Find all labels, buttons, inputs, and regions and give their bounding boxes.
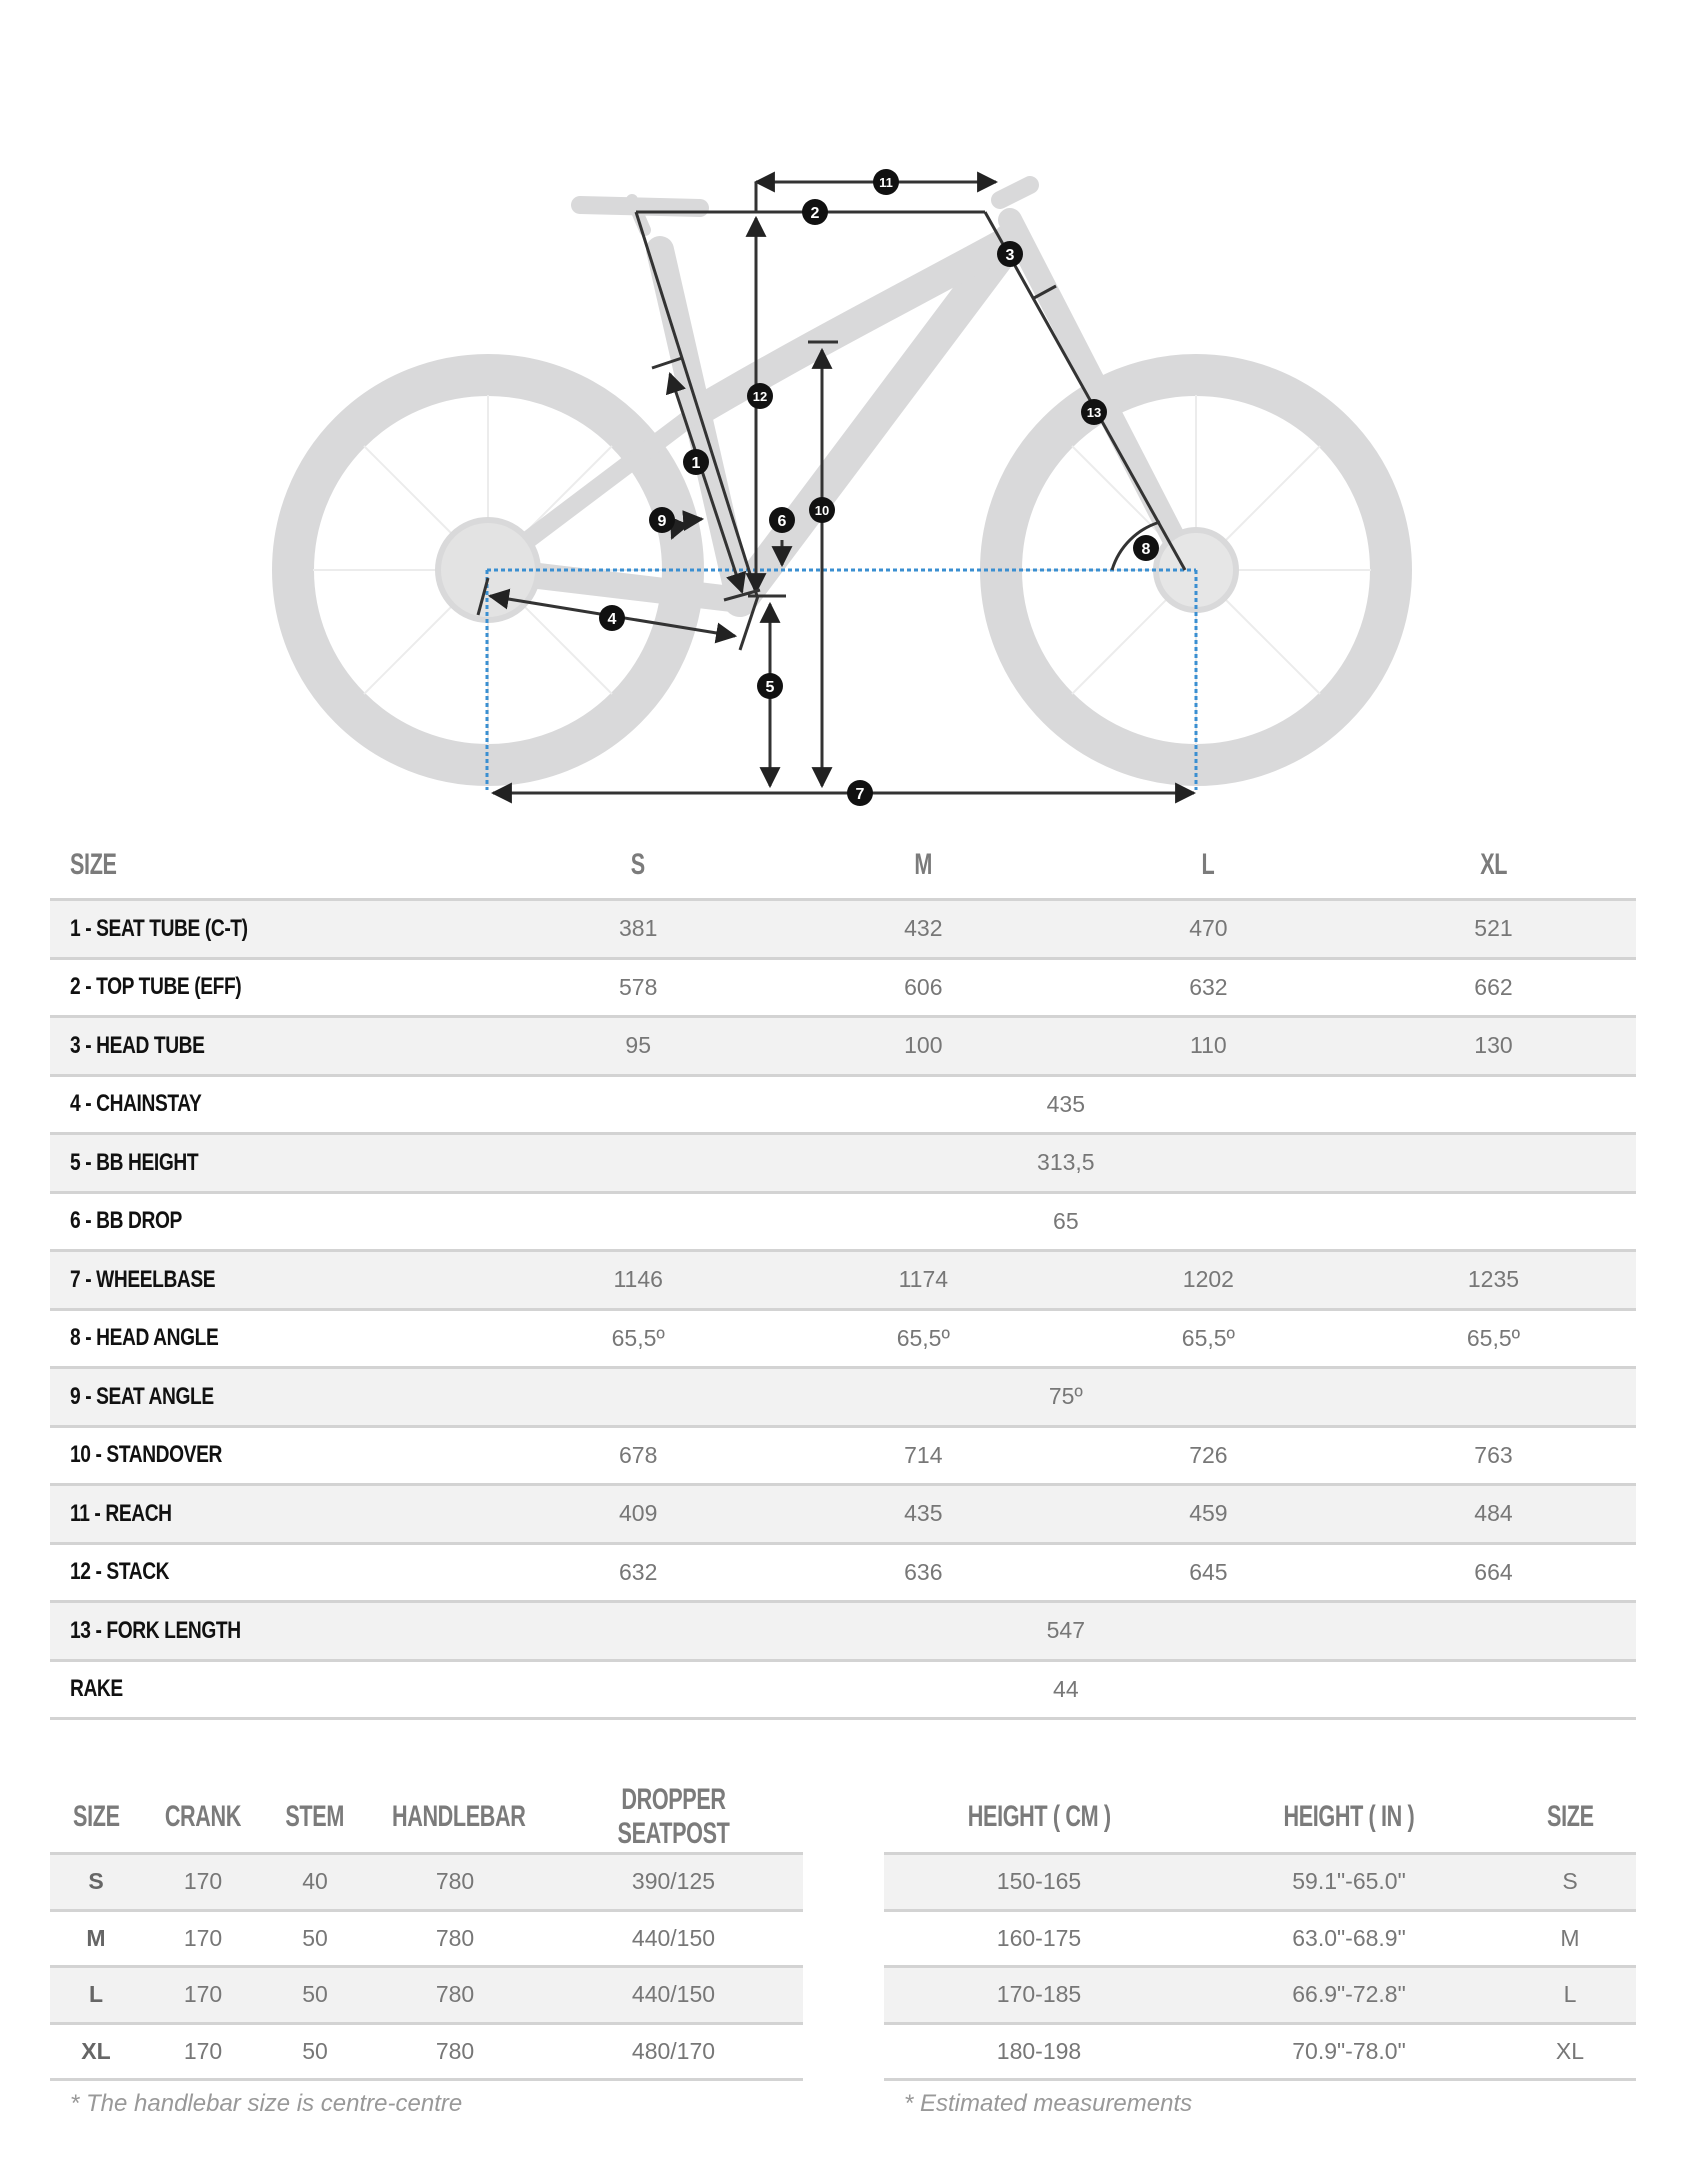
components-cell: 390/125: [631, 1868, 716, 1895]
geometry-row: [50, 1486, 1636, 1545]
components-cell: 40: [302, 1868, 328, 1895]
geometry-cell: 110: [1190, 1032, 1227, 1059]
components-note: * The handlebar size is centre-centre: [70, 2090, 463, 2117]
geometry-cell: 409: [619, 1500, 658, 1527]
geometry-cell: 578: [619, 973, 658, 1000]
geometry-cell-all-sizes: 75º: [1048, 1383, 1083, 1410]
geometry-row-label: 6 - BB DROP: [70, 1207, 182, 1235]
geometry-row: [50, 1194, 1636, 1253]
components-cell: 50: [302, 1924, 328, 1951]
geometry-row: [50, 1135, 1636, 1194]
geometry-row: [50, 1603, 1636, 1662]
geometry-row: [50, 901, 1636, 960]
geometry-table-header: [50, 832, 1636, 901]
geometry-row-label: 1 - SEAT TUBE (C-T): [70, 914, 248, 942]
components-cell: 440/150: [631, 1981, 716, 2008]
geometry-cell: 714: [904, 1441, 943, 1468]
rider-height-cell: 180-198: [996, 2037, 1082, 2064]
geometry-cell: 432: [904, 915, 943, 942]
header-size-l: L: [1201, 848, 1215, 881]
geometry-table: [50, 832, 1636, 1720]
geometry-cell: 65,5º: [611, 1324, 665, 1351]
geometry-row: [50, 960, 1636, 1019]
rider-height-table-header: [884, 1782, 1636, 1855]
header-size-xl: XL: [1480, 848, 1507, 881]
geometry-cell: 1235: [1467, 1266, 1520, 1293]
geometry-row: [50, 1311, 1636, 1370]
header-handlebar: HANDLEBAR: [391, 1800, 526, 1833]
geometry-cell: 521: [1474, 915, 1513, 942]
geometry-cell: 381: [619, 915, 658, 942]
geometry-cell-all-sizes: 44: [1053, 1675, 1079, 1702]
geometry-cell-all-sizes: 313,5: [1037, 1149, 1095, 1176]
header-crank: CRANK: [164, 1800, 242, 1833]
marker-4-label: 4: [607, 611, 617, 628]
components-row: [50, 1855, 803, 1912]
bike-geometry-diagram: [0, 0, 1688, 820]
marker-2: [802, 199, 828, 225]
geometry-cell: 435: [904, 1500, 943, 1527]
rider-height-cell: 150-165: [996, 1868, 1082, 1895]
geometry-cell: 1174: [898, 1266, 949, 1293]
marker-6: [769, 507, 795, 533]
geometry-cell: 726: [1189, 1441, 1228, 1468]
header-size: SIZE: [72, 1800, 120, 1833]
marker-12-label: 12: [752, 389, 768, 404]
geometry-row-label: 2 - TOP TUBE (EFF): [70, 973, 242, 1001]
marker-8: [1133, 535, 1159, 561]
components-size-cell: L: [88, 1981, 104, 2008]
rider-height-cell: 66.9"-72.8": [1292, 1981, 1406, 2008]
marker-10: [809, 497, 835, 523]
marker-1-label: 1: [691, 455, 701, 472]
geometry-cell: 459: [1189, 1500, 1228, 1527]
header-stem: STEM: [285, 1800, 345, 1833]
header-size: SIZE: [1546, 1800, 1594, 1833]
geometry-row: [50, 1077, 1636, 1136]
rider-height-cell: 70.9"-78.0": [1292, 2037, 1406, 2064]
components-cell: 780: [435, 1868, 475, 1895]
geometry-cell: 130: [1474, 1032, 1513, 1059]
geometry-cell: 664: [1474, 1558, 1513, 1585]
geometry-row: [50, 1252, 1636, 1311]
geometry-cell-all-sizes: 65: [1053, 1207, 1079, 1234]
components-size-cell: M: [86, 1924, 106, 1951]
geometry-row: [50, 1369, 1636, 1428]
geometry-cell: 763: [1474, 1441, 1513, 1468]
header-size: SIZE: [70, 848, 117, 881]
marker-3: [997, 241, 1023, 267]
components-table-header: [50, 1782, 803, 1855]
marker-5-label: 5: [765, 679, 775, 696]
rider-height-row: [884, 1855, 1636, 1912]
geometry-row: [50, 1545, 1636, 1604]
rider-height-cell: M: [1560, 1924, 1580, 1951]
geometry-cell: 95: [625, 1032, 651, 1059]
geometry-cell: 606: [904, 973, 943, 1000]
geometry-cell: 65,5º: [896, 1324, 950, 1351]
marker-10-label: 10: [814, 503, 830, 518]
geometry-cell: 65,5º: [1181, 1324, 1235, 1351]
components-cell: 780: [435, 1981, 475, 2008]
geometry-cell-all-sizes: 547: [1046, 1617, 1086, 1644]
geometry-cell: 678: [619, 1441, 658, 1468]
components-cell: 780: [435, 1924, 475, 1951]
marker-2-label: 2: [810, 205, 820, 222]
marker-7: [847, 780, 873, 806]
rider-height-table: [884, 1782, 1636, 2081]
geometry-cell: 484: [1474, 1500, 1513, 1527]
rider-height-cell: 63.0"-68.9": [1292, 1924, 1406, 1951]
components-cell: 170: [183, 1924, 223, 1951]
geometry-cell: 645: [1189, 1558, 1228, 1585]
components-cell: 170: [183, 1981, 223, 2008]
header-height-in: HEIGHT ( IN ): [1283, 1800, 1415, 1833]
geometry-row: [50, 1018, 1636, 1077]
geometry-cell: 1202: [1182, 1266, 1234, 1293]
components-row: [50, 2025, 803, 2082]
header-size-m: M: [914, 848, 933, 881]
marker-3-label: 3: [1005, 247, 1015, 264]
marker-11-label: 11: [879, 175, 893, 190]
rider-height-cell: XL: [1555, 2037, 1585, 2064]
components-row: [50, 1912, 803, 1969]
marker-8-label: 8: [1141, 541, 1151, 558]
components-size-cell: XL: [81, 2037, 111, 2064]
marker-13-label: 13: [1086, 405, 1102, 420]
geometry-row-label: 10 - STANDOVER: [70, 1441, 222, 1469]
geometry-row-label: 4 - CHAINSTAY: [70, 1090, 202, 1118]
marker-1: [683, 449, 709, 475]
components-cell: 170: [183, 1868, 223, 1895]
rider-height-cell: S: [1562, 1868, 1578, 1895]
marker-7-label: 7: [855, 786, 865, 803]
components-cell: 480/170: [631, 2037, 716, 2064]
rider-note: * Estimated measurements: [904, 2090, 1193, 2117]
geometry-cell: 636: [904, 1558, 943, 1585]
geometry-row: [50, 1662, 1636, 1721]
geometry-row-label: 9 - SEAT ANGLE: [70, 1382, 214, 1410]
geometry-table-body: [50, 901, 1636, 1720]
marker-5: [757, 673, 783, 699]
header-size-s: S: [631, 848, 646, 881]
header-height-cm: HEIGHT ( CM ): [967, 1800, 1111, 1833]
rider-height-table-body: [884, 1855, 1636, 2081]
geometry-row-label: 7 - WHEELBASE: [70, 1265, 216, 1293]
components-cell: 780: [435, 2037, 475, 2064]
marker-9: [649, 507, 675, 533]
rider-height-cell: 160-175: [996, 1924, 1082, 1951]
geometry-row-label: 3 - HEAD TUBE: [70, 1031, 205, 1059]
geometry-row: [50, 1428, 1636, 1487]
components-cell: 50: [302, 1981, 328, 2008]
marker-12: [747, 383, 773, 409]
geometry-row-label: 11 - REACH: [70, 1499, 172, 1527]
components-cell: 440/150: [631, 1924, 716, 1951]
marker-9-label: 9: [657, 513, 667, 530]
marker-13: [1081, 399, 1107, 425]
components-size-cell: S: [88, 1868, 104, 1895]
geometry-row-label: 13 - FORK LENGTH: [70, 1616, 241, 1644]
geometry-cell: 632: [1189, 973, 1228, 1000]
geometry-cell: 100: [904, 1032, 943, 1059]
geometry-cell-all-sizes: 435: [1046, 1090, 1086, 1117]
geometry-cell: 1146: [613, 1266, 663, 1293]
geometry-cell: 65,5º: [1466, 1324, 1521, 1351]
components-cell: 50: [302, 2037, 328, 2064]
geometry-cell: 470: [1189, 915, 1228, 942]
geometry-row-label: 8 - HEAD ANGLE: [70, 1324, 219, 1352]
components-table-body: [50, 1855, 803, 2081]
rider-height-cell: L: [1563, 1981, 1577, 2008]
rider-height-row: [884, 1912, 1636, 1969]
marker-4: [599, 605, 625, 631]
bike-silhouette: [293, 185, 1391, 765]
header-dropper-seatpost: DROPPER SEATPOST: [617, 1783, 730, 1850]
marker-6-label: 6: [777, 513, 787, 530]
rider-height-row: [884, 1968, 1636, 2025]
geometry-row-label: 5 - BB HEIGHT: [70, 1148, 199, 1176]
rider-height-row: [884, 2025, 1636, 2082]
components-row: [50, 1968, 803, 2025]
components-table: [50, 1782, 803, 2081]
geometry-row-label: RAKE: [70, 1675, 123, 1703]
rider-height-cell: 59.1"-65.0": [1292, 1868, 1406, 1895]
components-cell: 170: [183, 2037, 223, 2064]
geometry-cell: 662: [1474, 973, 1513, 1000]
marker-11: [873, 169, 899, 195]
geometry-row-label: 12 - STACK: [70, 1558, 170, 1586]
geometry-cell: 632: [619, 1558, 658, 1585]
rider-height-cell: 170-185: [996, 1981, 1082, 2008]
